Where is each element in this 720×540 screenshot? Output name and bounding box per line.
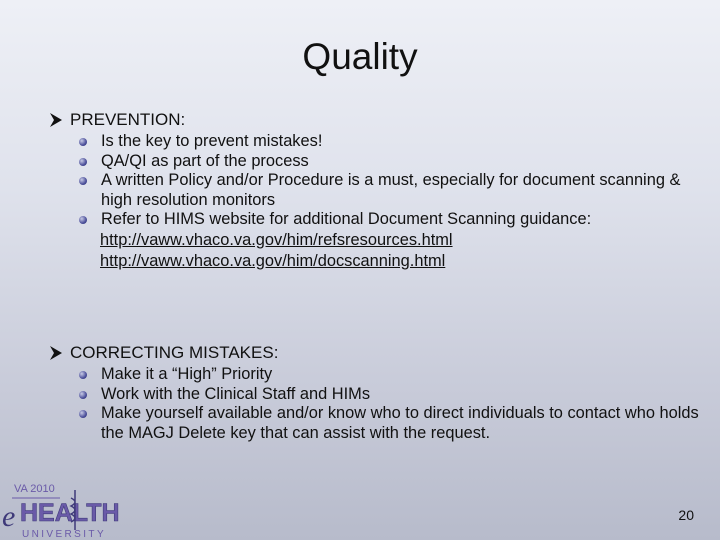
- link-refsresources-row: [48, 230, 708, 251]
- list-item: [48, 365, 708, 385]
- va-ehealth-university-logo: [0, 468, 150, 540]
- round-bullet-icon: [79, 177, 87, 185]
- arrow-bullet-icon: [48, 344, 64, 362]
- bullet-text: Make it a “High” Priority: [101, 365, 273, 383]
- prevention-section: [48, 110, 708, 272]
- prevention-heading: PREVENTION:: [70, 110, 186, 129]
- bullet-text: A written Policy and/or Procedure is a must, especially for document scanning & high resolution monitors: [101, 171, 681, 209]
- round-bullet-icon: [79, 410, 87, 418]
- list-item: [48, 404, 708, 443]
- correcting-heading-row: [48, 343, 708, 365]
- correcting-heading: CORRECTING MISTAKES:: [70, 343, 279, 362]
- list-item: [48, 385, 708, 405]
- logo-letter-e: e: [2, 500, 16, 533]
- correcting-bullets: [48, 365, 708, 443]
- logo-word-health: HEALTH: [20, 499, 120, 527]
- bullet-text: Refer to HIMS website for additional Document Scanning guidance:: [101, 210, 592, 228]
- bullet-text: Make yourself available and/or know who to direct individuals to contact who holds the MAGJ Delete key that can assist with the request.: [101, 404, 699, 442]
- link-refsresources[interactable]: http://vaww.vhaco.va.gov/him/refsresources.html: [100, 230, 453, 249]
- arrow-bullet-icon: [48, 111, 64, 129]
- list-item: [48, 210, 708, 230]
- round-bullet-icon: [79, 138, 87, 146]
- slide-title: Quality: [302, 36, 418, 77]
- round-bullet-icon: [79, 391, 87, 399]
- bullet-text: Work with the Clinical Staff and HIMs: [101, 384, 371, 403]
- bullet-text: Is the key to prevent mistakes!: [101, 132, 323, 150]
- page-number: 20: [678, 507, 694, 523]
- round-bullet-icon: [79, 371, 87, 379]
- round-bullet-icon: [79, 158, 87, 166]
- correcting-section: [48, 343, 708, 443]
- logo-word-university: UNIVERSITY: [22, 529, 107, 540]
- link-docscanning[interactable]: http://vaww.vhaco.va.gov/him/docscanning.html: [100, 251, 446, 270]
- prevention-bullets: [48, 132, 708, 230]
- round-bullet-icon: [79, 216, 87, 224]
- list-item: [48, 171, 708, 210]
- bullet-text: QA/QI as part of the process: [101, 151, 309, 170]
- list-item: [48, 132, 708, 152]
- link-docscanning-row: [48, 251, 708, 272]
- list-item: [48, 152, 708, 172]
- prevention-heading-row: [48, 110, 708, 132]
- logo-year: VA 2010: [14, 483, 55, 495]
